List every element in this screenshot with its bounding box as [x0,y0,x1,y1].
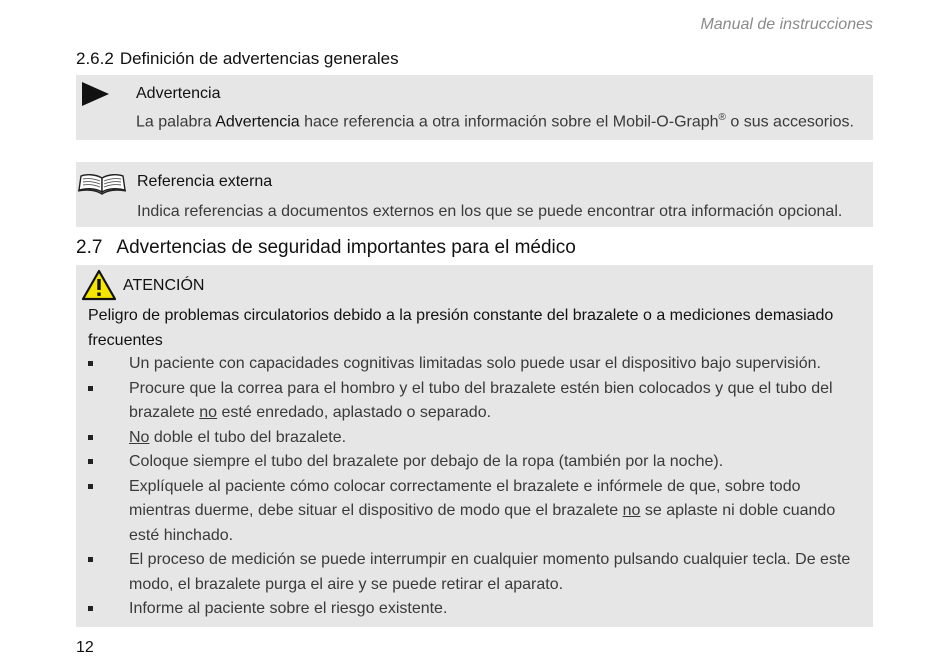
black-triangle-arrow-icon [82,82,110,106]
list-item: Coloque siempre el tubo del brazalete por debajo de la ropa (también por la noche). [76,450,873,475]
page-number: 12 [76,639,94,656]
list-item: Informe al paciente sobre el riesgo existente. [76,597,873,622]
running-header: Manual de instrucciones [700,16,873,33]
open-book-icon [77,172,127,196]
warning-text: La palabra Advertencia hace referencia a otra información sobre el Mobil-O-Graph® o sus accesorios. [136,112,854,131]
attention-label: ATENCIÓN [123,277,205,294]
warning-title: Advertencia [136,85,221,102]
precaution-list [76,352,873,622]
list-item: Explíquele al paciente cómo colocar correctamente el brazalete e infórmele de que, sobre todo mientras duerme, debe situar el dispositivo de modo que el brazalete no se aplaste ni doble cuando esté hinchado. [76,475,873,549]
list-item: No doble el tubo del brazalete. [76,426,873,451]
reference-title: Referencia externa [137,173,273,190]
list-item: Procure que la correa para el hombro y el tubo del brazalete estén bien colocados y que el tubo del brazalete no esté enredado, aplastado o separado. [76,377,873,426]
section-number: 2.7 [76,237,103,258]
external-reference-box [76,162,873,227]
section-heading-2-6-2 [76,49,399,69]
attention-box [76,265,873,627]
list-item: El proceso de medición se puede interrumpir en cualquier momento pulsando cualquier tecla. De este modo, el brazalete purga el aire y se puede retirar el aparato. [76,548,873,597]
warning-triangle-icon [81,269,117,301]
section-title: Definición de advertencias generales [119,49,399,68]
danger-statement: Peligro de problemas circulatorios debido a la presión constante del brazalete o a mediciones demasiado frecuentes [88,307,834,349]
list-item: Un paciente con capacidades cognitivas limitadas solo puede usar el dispositivo bajo supervisión. [76,352,873,377]
section-number: 2.6.2 [76,49,114,68]
section-heading-2-7 [76,237,576,259]
section-title: Advertencias de seguridad importantes para el médico [116,237,576,258]
warning-definition-box [76,75,873,140]
reference-text: Indica referencias a documentos externos en los que se puede encontrar otra información opcional. [137,203,843,220]
